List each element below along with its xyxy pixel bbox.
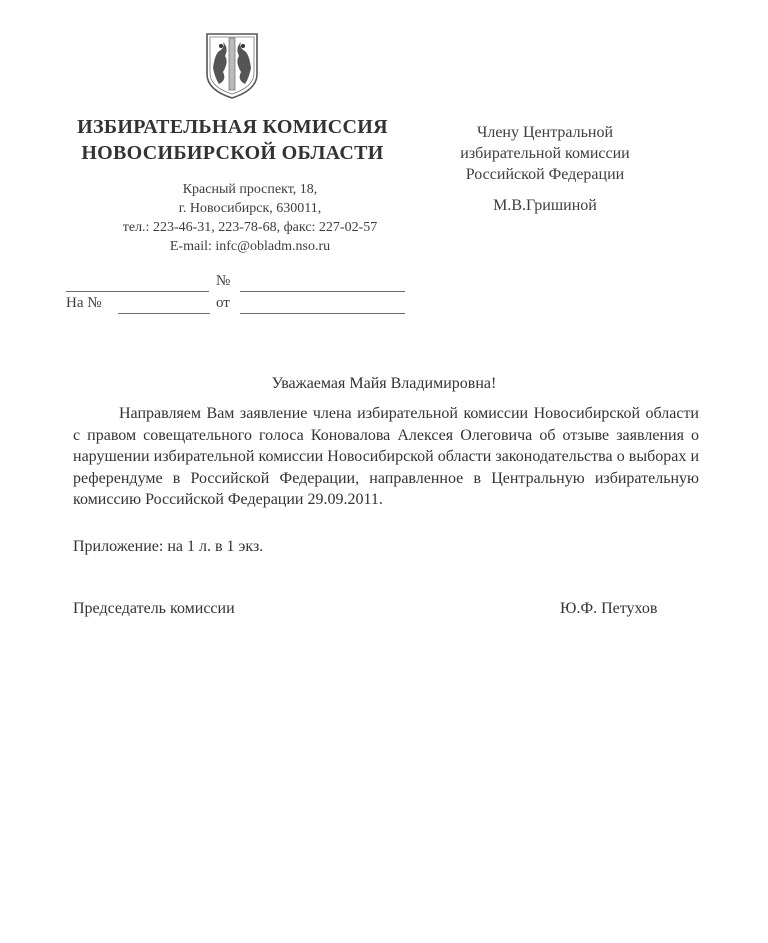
organization-title-line1: ИЗБИРАТЕЛЬНАЯ КОМИССИЯ <box>77 116 388 138</box>
organization-title-line2: НОВОСИБИРСКОЙ ОБЛАСТИ <box>81 142 384 164</box>
reference-number-line <box>118 313 210 314</box>
phone-fax: тел.: 223-46-31, 223-78-68, факс: 227-02-57 <box>122 220 378 235</box>
appendix: Приложение: на 1 л. в 1 экз. <box>73 538 264 555</box>
number-label: № <box>216 273 231 289</box>
novosibirsk-coat-of-arms-icon <box>203 28 261 100</box>
organization-contacts <box>110 180 390 256</box>
reference-date-line <box>240 313 405 314</box>
addressee-line2: избирательной комиссии <box>460 145 630 162</box>
address-line1: Красный проспект, 18, <box>182 182 318 197</box>
outgoing-number-line <box>240 291 405 292</box>
reference-number-label: На № <box>66 295 102 311</box>
addressee-block <box>440 122 650 216</box>
email: E-mail: infc@obladm.nso.ru <box>169 239 331 254</box>
addressee-name: М.В.Гришиной <box>493 197 597 214</box>
organization-title <box>60 114 405 166</box>
address-line2: г. Новосибирск, 630011, <box>178 201 322 216</box>
outgoing-date-line <box>66 291 209 292</box>
addressee-line1: Члену Центральной <box>476 124 614 141</box>
greeting: Уважаемая Майя Владимировна! <box>271 375 497 392</box>
letter-body: Направляем Вам заявление члена избирательной комиссии Новосибирской области с правом совещательного голоса Коновалова Алексея Олеговича об отзыве заявления о нарушении избирательной комиссии Новосибирской области законодательства о выборах и референдуме в Российской Федерации, направленное в Центральную избирательную комиссию Российской Федерации 29.09.2011. <box>73 405 699 508</box>
addressee-line3: Российской Федерации <box>465 166 625 183</box>
signatory-title: Председатель комиссии <box>73 600 235 617</box>
signatory-name: Ю.Ф. Петухов <box>560 600 658 617</box>
reference-date-label: от <box>216 295 230 311</box>
